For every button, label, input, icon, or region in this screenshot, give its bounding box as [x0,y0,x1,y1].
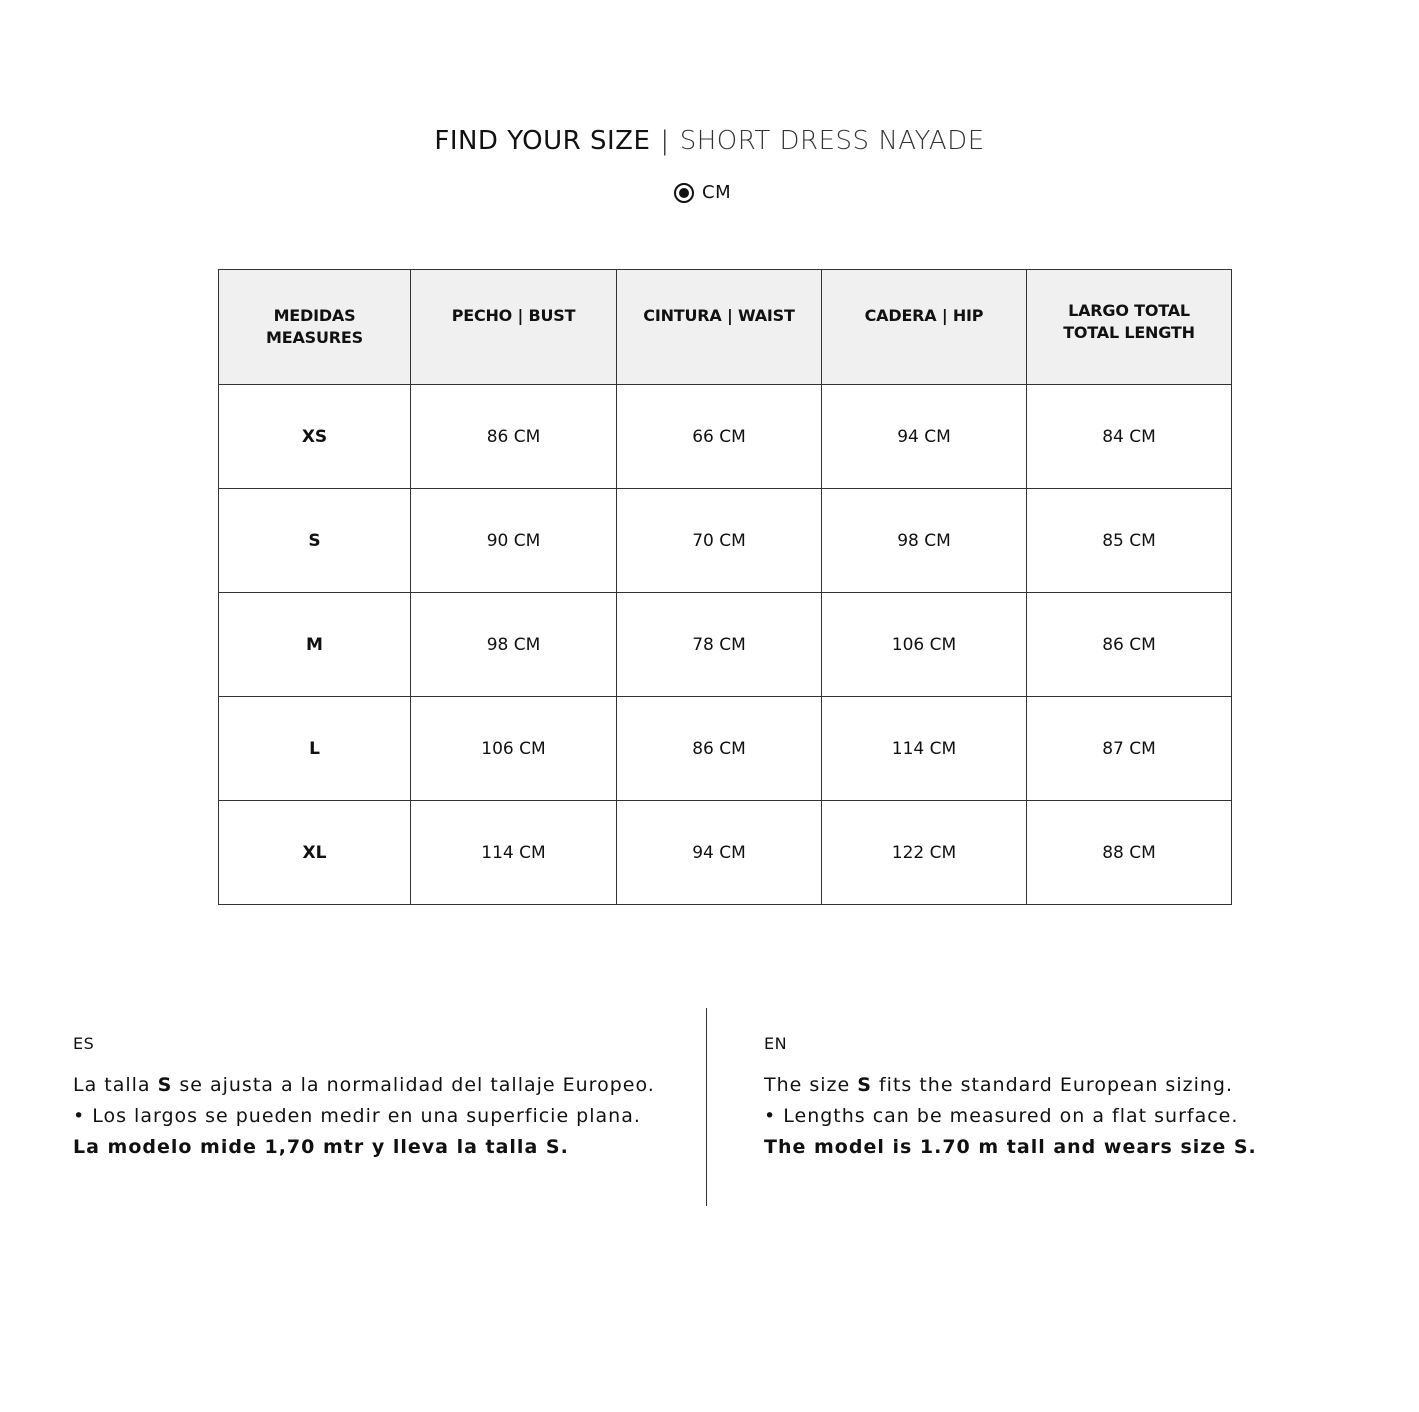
header-waist-label: CINTURA | WAIST [643,306,795,325]
header-length [1027,270,1232,385]
length-cell: 88 CM [1027,801,1232,905]
title-separator: | [660,126,670,156]
header-waist [617,270,822,385]
size-chart-table [218,269,1232,905]
waist-cell: 78 CM [617,593,822,697]
hip-cell: 94 CM [822,385,1027,489]
hip-cell: 122 CM [822,801,1027,905]
waist-cell: 70 CM [617,489,822,593]
header-measures [219,270,411,385]
note-line-1-post: fits the standard European sizing. [871,1074,1233,1096]
header-bust [411,270,617,385]
note-line-3: La modelo mide 1,70 mtr y lleva la talla S. [73,1136,569,1158]
length-cell: 86 CM [1027,593,1232,697]
note-line-1-post: se ajusta a la normalidad del tallaje Europeo. [172,1074,655,1096]
table-header-row [219,270,1232,385]
size-cell: XS [219,385,411,489]
header-hip-label: CADERA | HIP [864,306,984,325]
note-line-1-pre: The size [764,1074,858,1096]
notes-lang-es: ES [73,1034,95,1053]
note-line-1-pre: La talla [73,1074,158,1096]
bust-cell: 90 CM [411,489,617,593]
table-row [219,489,1232,593]
waist-cell: 86 CM [617,697,822,801]
page-title [0,123,1419,159]
size-cell: L [219,697,411,801]
note-line-3: The model is 1.70 m tall and wears size S. [764,1136,1257,1158]
size-cell: XL [219,801,411,905]
size-cell: S [219,489,411,593]
bust-cell: 114 CM [411,801,617,905]
note-line-1-size: S [157,1074,173,1096]
table-row [219,697,1232,801]
bust-cell: 86 CM [411,385,617,489]
radio-selected-icon[interactable] [674,183,694,203]
hip-cell: 114 CM [822,697,1027,801]
header-bust-label: PECHO | BUST [451,306,576,325]
header-length-es: LARGO TOTAL [1068,300,1190,320]
header-hip [822,270,1027,385]
length-cell: 84 CM [1027,385,1232,489]
waist-cell: 94 CM [617,801,822,905]
bust-cell: 98 CM [411,593,617,697]
note-line-1 [764,1070,1404,1101]
notes-lang-en: EN [764,1034,788,1053]
note-line-1 [73,1070,693,1101]
header-length-en: TOTAL LENGTH [1063,322,1195,342]
unit-label: CM [702,182,732,203]
hip-cell: 98 CM [822,489,1027,593]
notes-divider [706,1008,707,1206]
notes-spanish [73,1033,693,1163]
notes-english [764,1033,1404,1163]
table-row [219,801,1232,905]
length-cell: 87 CM [1027,697,1232,801]
size-cell: M [219,593,411,697]
title-product-name: SHORT DRESS NAYADE [679,126,985,156]
bust-cell: 106 CM [411,697,617,801]
table-row [219,593,1232,697]
hip-cell: 106 CM [822,593,1027,697]
unit-radio-cm[interactable] [674,182,731,203]
note-line-2: • Los largos se pueden medir en una superficie plana. [73,1105,641,1127]
header-measures-es: MEDIDAS [273,306,356,325]
note-line-2: • Lengths can be measured on a flat surface. [764,1105,1239,1127]
waist-cell: 66 CM [617,385,822,489]
note-line-1-size: S [857,1074,872,1096]
radio-dot [679,188,689,198]
table-row [219,385,1232,489]
header-measures-en: MEASURES [266,328,363,347]
title-find-your-size: FIND YOUR SIZE [434,126,651,156]
length-cell: 85 CM [1027,489,1232,593]
